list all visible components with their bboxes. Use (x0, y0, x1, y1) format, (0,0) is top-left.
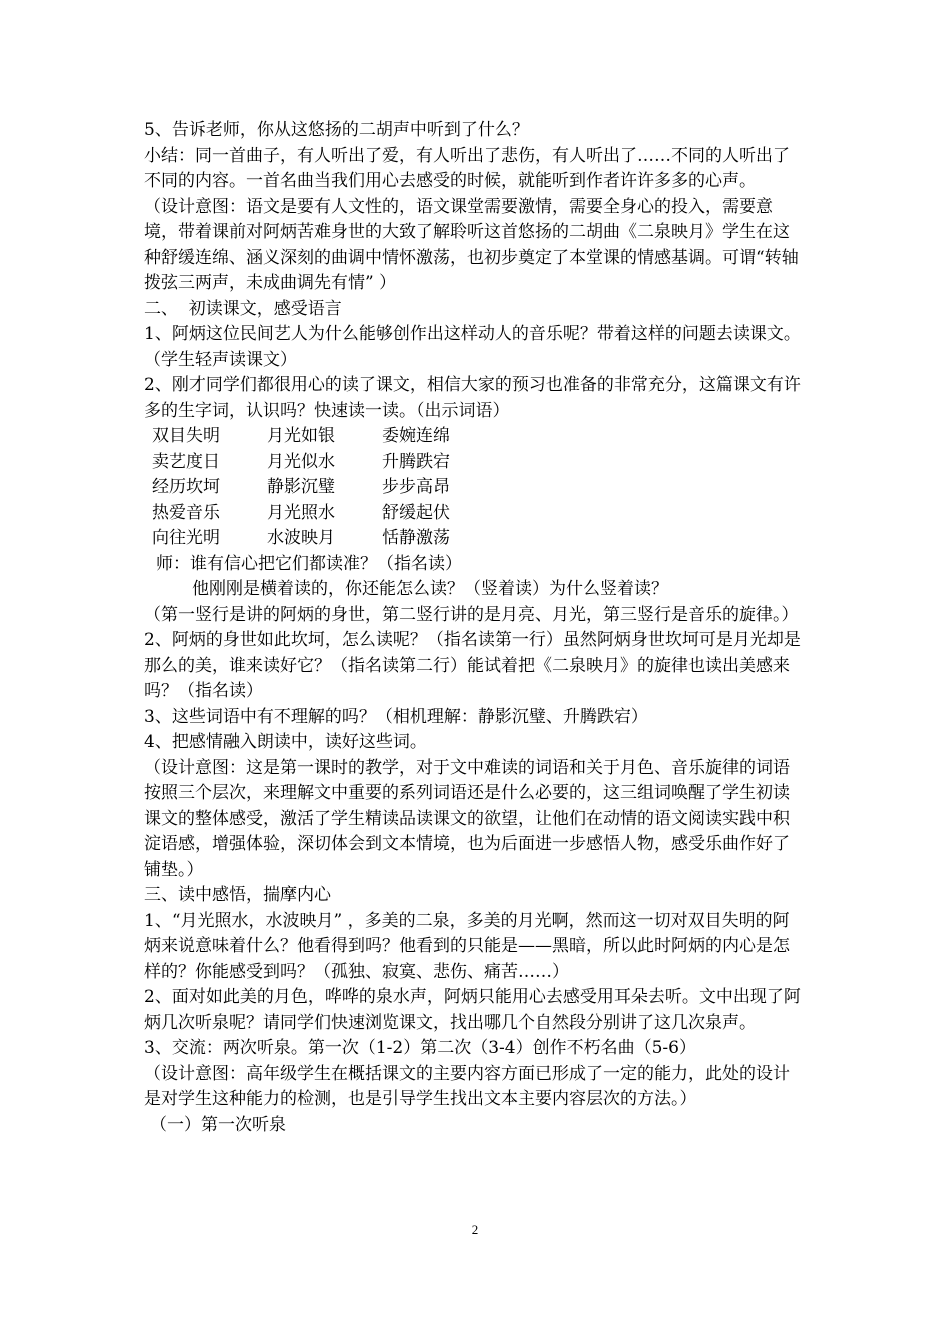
subsection-1-title: （一）第一次听泉 (150, 1114, 286, 1135)
vocab-word: 静影沉璧 (267, 477, 335, 497)
vocab-word: 向往光明 (152, 528, 220, 548)
section-2-title: 二、 初读课文，感受语言 (144, 298, 342, 319)
summary-paragraph: 小结：同一首曲子，有人听出了爱，有人听出了悲伤，有人听出了……不同的人听出了不同的内容。一首名曲当我们用心去感受的时候，就能听到作者许许多多的心声。 (144, 145, 790, 191)
vocabulary-row (152, 450, 450, 476)
document-body (144, 118, 806, 1138)
teacher-line-2: 他刚刚是横着读的，你还能怎么读？（竖着读）为什么竖着读？ (192, 579, 668, 599)
vocabulary-table (152, 424, 450, 552)
design-intent-3: （设计意图：高年级学生在概括课文的主要内容方面已形成了一定的能力，此处的设计是对学生这种能力的检测，也是引导学生找出文本主要内容层次的方法。） (144, 1063, 790, 1109)
section-2-item-1: 1、阿炳这位民间艺人为什么能够创作出这样动人的音乐呢？带着这样的问题去读课文。（学生轻声读课文） (144, 324, 801, 370)
page-number: 2 (471, 1222, 479, 1237)
vocab-word: 升腾跌宕 (382, 451, 450, 472)
section-2-item-5: 4、把感情融入朗读中，读好这些词。 (144, 732, 427, 752)
section-2-item-3: 2、阿炳的身世如此坎坷，怎么读呢？（指名读第一行）虽然阿炳身世坎坷可是月光却是那么的美，谁来读好它？（指名读第二行）能试着把《二泉映月》的旋律也读出美感来吗？（指名读） (144, 630, 801, 701)
vocab-word: 经历坎坷 (152, 477, 220, 497)
teacher-line-1: 师：谁有信心把它们都读准？（指名读） (156, 553, 462, 574)
vocab-word: 月光似水 (267, 451, 335, 472)
explanation-paragraph: （第一竖行是讲的阿炳的身世，第二竖行讲的是月亮、月光，第三竖行是音乐的旋律。） (144, 604, 799, 625)
section-3-title: 三、读中感悟，揣摩内心 (144, 885, 331, 905)
section-3-item-1: 1、“月光照水，水波映月” ，多美的二泉，多美的月光啊，然而这一切对双目失明的阿炳来说意味着什么？他看得到吗？他看到的只能是——黑暗，所以此时阿炳的内心是怎样的？你能感受到吗？（孤独、寂寞、悲伤、痛苦……） (144, 910, 790, 982)
vocabulary-row (152, 424, 450, 450)
vocab-word: 委婉连绵 (382, 426, 450, 446)
vocab-word: 月光如银 (267, 426, 335, 446)
section-2-item-2: 2、刚才同学们都很用心的读了课文，相信大家的预习也准备的非常充分，这篇课文有许多的生字词，认识吗？快速读一读。（出示词语） (144, 375, 801, 421)
design-intent-1: （设计意图：语文是要有人文性的，语文课堂需要激情，需要全身心的投入，需要意境，带着课前对阿炳苦难身世的大致了解聆听这首悠扬的二胡曲《二泉映月》学生在这种舒缓连绵、涵义深刻的曲调中情怀激荡，也初步奠定了本堂课的情感基调。可谓“转轴拨弦三两声，未成曲调先有情” ） (144, 196, 799, 293)
vocab-word: 双目失明 (152, 426, 220, 446)
vocab-word: 水波映月 (267, 528, 335, 548)
vocab-word: 恬静激荡 (382, 528, 450, 548)
vocab-word: 卖艺度日 (152, 451, 220, 472)
vocab-word: 舒缓起伏 (382, 502, 450, 523)
vocabulary-row (152, 526, 450, 552)
section-3-item-3: 3、交流：两次听泉。第一次（1-2）第二次（3-4）创作不朽名曲（5-6） (144, 1038, 696, 1058)
section-2-item-4: 3、这些词语中有不理解的吗？（相机理解：静影沉璧、升腾跌宕） (144, 706, 648, 727)
vocabulary-row (152, 475, 450, 501)
design-intent-2: （设计意图：这是第一课时的教学，对于文中难读的词语和关于月色、音乐旋律的词语按照三个层次，来理解文中重要的系列词语还是什么必要的，这三组词唤醒了学生初读课文的整体感受，激活了学生精读品读课文的欲望，让他们在动情的语文阅读实践中积淀语感，增强体验，深切体会到文本情境，也为后面进一步感悟人物，感受乐曲作好了铺垫。） (144, 757, 790, 880)
vocab-word: 热爱音乐 (152, 502, 220, 523)
vocab-word: 步步高昂 (382, 477, 450, 497)
vocab-word: 月光照水 (267, 502, 335, 523)
section-3-item-2: 2、面对如此美的月色，哗哗的泉水声，阿炳只能用心去感受用耳朵去听。文中出现了阿炳几次听泉呢？请同学们快速浏览课文，找出哪几个自然段分别讲了这几次泉声。 (144, 987, 801, 1033)
question-5: 5、告诉老师，你从这悠扬的二胡声中听到了什么？ (144, 120, 529, 140)
vocabulary-row (152, 501, 450, 527)
